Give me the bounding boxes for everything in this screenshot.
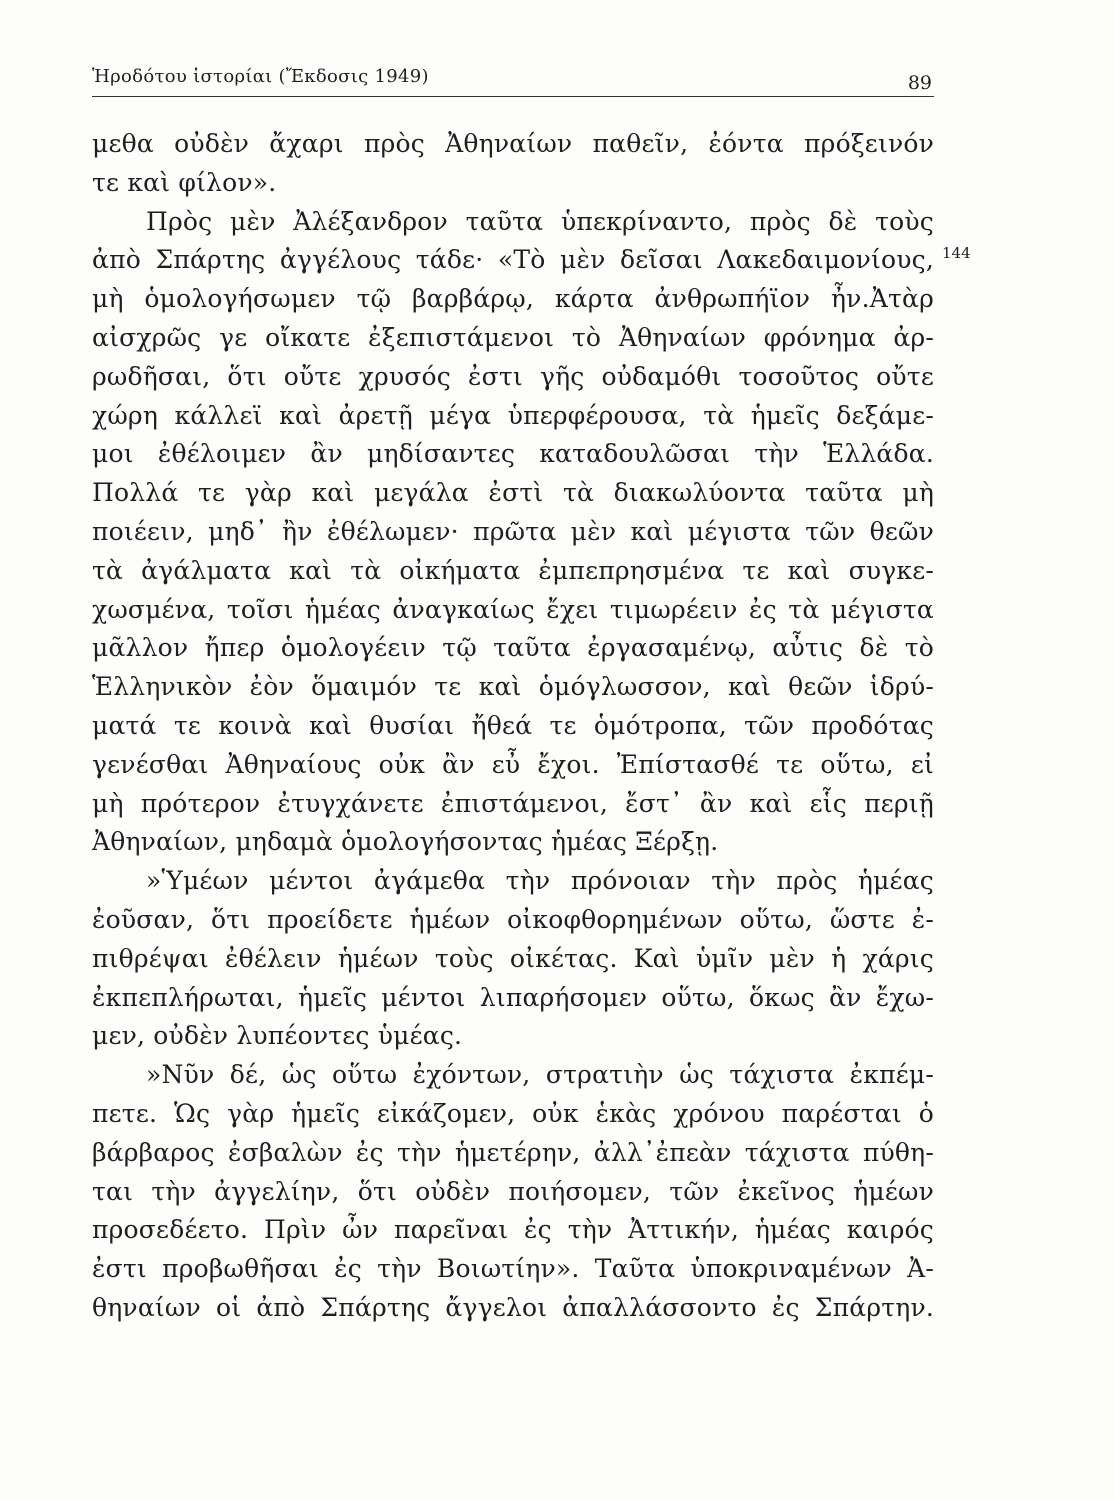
text-line: τε καὶ φίλον». xyxy=(92,167,277,197)
page-number: 89 xyxy=(907,72,932,94)
text-line: μεθα οὐδὲν ἄχαρι πρὸς Ἀθηναίων παθεῖν, ἐόντα πρόξεινόν xyxy=(92,129,934,158)
text-line: πιθρέψαι ἐθέλειν ἡμέων τοὺς οἰκέτας. Καὶ ὑμῖν μὲν ἡ χάρις xyxy=(92,943,934,973)
text-line: »Ὑμέων μέντοι ἀγάμεθα τὴν πρόνοιαν τὴν πρὸς ἡμέας xyxy=(146,866,934,896)
text-line: γενέσθαι Ἀθηναίους οὐκ ἂν εὖ ἔχοι. Ἐπίστασθέ τε οὕτω, εἰ xyxy=(92,749,934,779)
text-line: τὰ ἀγάλματα καὶ τὰ οἰκήματα ἐμπεπρησμένα τε καὶ συγκε- xyxy=(92,555,934,585)
text-line: μεν, οὐδὲν λυπέοντες ὑμέας. xyxy=(92,1021,463,1051)
text-line: ποιέειν, μηδ᾽ ἢν ἐθέλωμεν· πρῶτα μὲν καὶ μέγιστα τῶν θεῶν xyxy=(92,516,934,546)
text-line: μοι ἐθέλοιμεν ἂν μηδίσαντες καταδουλῶσαι τὴν Ἑλλάδα. xyxy=(92,439,934,469)
text-line: ματά τε κοινὰ καὶ θυσίαι ἤθεά τε ὁμότροπα, τῶν προδότας xyxy=(92,710,934,740)
margin-chapter-number: 144 xyxy=(942,244,971,262)
text-line: μὴ ὁμολογήσωμεν τῷ βαρβάρῳ, κάρτα ἀνθρωπήϊον ἦν.Ἀτὰρ xyxy=(92,284,934,314)
text-line: Ἑλληνικὸν ἐὸν ὅμαιμόν τε καὶ ὁμόγλωσσον, καὶ θεῶν ἱδρύ- xyxy=(92,672,934,702)
text-line: πετε. Ὡς γὰρ ἡμεῖς εἰκάζομεν, οὐκ ἑκὰς χρόνου παρέσται ὁ xyxy=(92,1098,934,1128)
text-line: μᾶλλον ἤπερ ὁμολογέειν τῷ ταῦτα ἐργασαμένῳ, αὖτις δὲ τὸ xyxy=(92,633,934,663)
text-line: βάρβαρος ἐσβαλὼν ἐς τὴν ἡμετέρην, ἀλλ᾽ἐπεὰν τάχιστα πύθη- xyxy=(92,1137,934,1167)
text-line: Πολλά τε γὰρ καὶ μεγάλα ἐστὶ τὰ διακωλύοντα ταῦτα μὴ xyxy=(92,478,934,508)
text-line: Πρὸς μὲν Ἀλέξανδρον ταῦτα ὑπεκρίναντο, πρὸς δὲ τοὺς xyxy=(146,206,934,236)
text-line: ἐοῦσαν, ὅτι προείδετε ἡμέων οἰκοφθορημένων οὕτω, ὥστε ἐ- xyxy=(92,904,934,934)
text-line: προσεδέετο. Πρὶν ὦν παρεῖναι ἐς τὴν Ἀττικήν, ἡμέας καιρός xyxy=(92,1215,934,1245)
text-line: μὴ πρότερον ἐτυγχάνετε ἐπιστάμενοι, ἔστ᾽ ἂν καὶ εἷς περιῇ xyxy=(92,788,934,818)
text-line: αἰσχρῶς γε οἴκατε ἐξεπιστάμενοι τὸ Ἀθηναίων φρόνημα ἀρ- xyxy=(92,322,934,352)
text-line: χώρη κάλλεϊ καὶ ἀρετῇ μέγα ὑπερφέρουσα, τὰ ἡμεῖς δεξάμε- xyxy=(92,400,934,430)
text-line: ἐστι προβωθῆσαι ἐς τὴν Βοιωτίην». Ταῦτα ὑποκριναμένων Ἀ- xyxy=(92,1254,934,1284)
text-line: »Νῦν δέ, ὡς οὕτω ἐχόντων, στρατιὴν ὡς τάχιστα ἐκπέμ- xyxy=(146,1060,934,1090)
text-line: ἀπὸ Σπάρτης ἀγγέλους τάδε· «Τὸ μὲν δεῖσαι Λακεδαιμονίους, xyxy=(92,245,934,275)
text-line: ἐκπεπλήρωται, ἡμεῖς μέντοι λιπαρήσομεν οὕτω, ὅκως ἂν ἔχω- xyxy=(92,982,934,1012)
running-head xyxy=(92,66,932,98)
body-text xyxy=(92,125,934,1328)
text-line: ται τὴν ἀγγελίην, ὅτι οὐδὲν ποιήσομεν, τῶν ἐκεῖνος ἡμέων xyxy=(92,1176,934,1206)
text-line: χωσμένα, τοῖσι ἡμέας ἀναγκαίως ἔχει τιμωρέειν ἐς τὰ μέγιστα xyxy=(92,594,934,624)
running-head-title: Ἡροδότου ἱστορίαι (Ἔκδοσις 1949) xyxy=(92,66,429,87)
header-rule xyxy=(92,96,934,97)
text-line: θηναίων οἱ ἀπὸ Σπάρτης ἄγγελοι ἀπαλλάσσοντο ἐς Σπάρτην. xyxy=(92,1292,934,1322)
text-line: ρωδῆσαι, ὅτι οὔτε χρυσός ἐστι γῆς οὐδαμόθι τοσοῦτος οὔτε xyxy=(92,361,934,391)
text-line: Ἀθηναίων, μηδαμὰ ὁμολογήσοντας ἡμέας Ξέρξῃ. xyxy=(92,827,719,857)
